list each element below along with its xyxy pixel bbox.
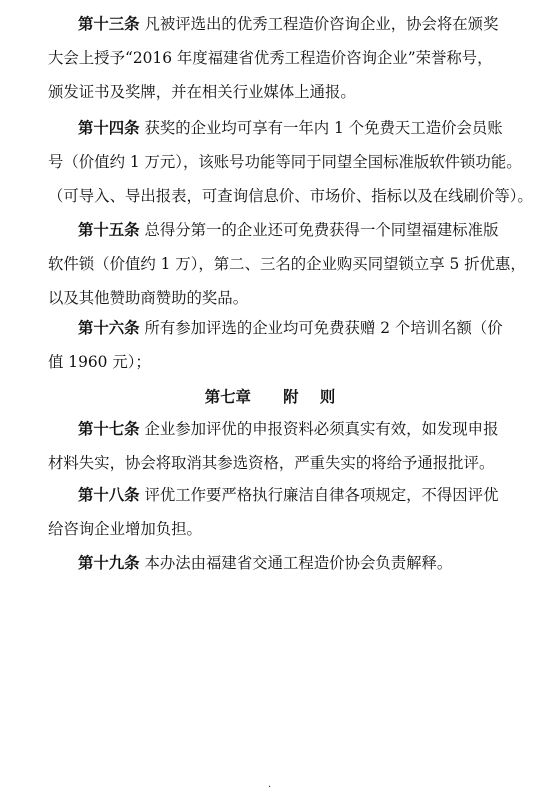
chapter-number: 第七章 xyxy=(204,388,251,406)
article-15-line-2: 软件锁（价值约 1 万），第二、三名的企业购买同望锁立享 5 折优惠， xyxy=(48,255,526,273)
article-14 xyxy=(48,111,533,213)
article-14-line-3: （可导入、导出报表，可查询信息价、市场价、指标以及在线刷价等）。 xyxy=(48,187,533,205)
article-13-number: 第十三条 xyxy=(78,15,140,33)
page-marker-dot: · xyxy=(268,782,272,793)
article-19 xyxy=(48,546,496,580)
article-17-line-2: 材料失实，协会将取消其参选资格，严重失实的将给予通报批评。 xyxy=(48,454,495,472)
article-14-line-2: 号（价值约 1 万元），该账号功能等同于同望全国标准版软件锁功能。 xyxy=(48,153,522,171)
chapter-heading xyxy=(0,385,540,407)
article-18-line-2: 给咨询企业增加负担。 xyxy=(48,520,202,538)
article-18-number: 第十八条 xyxy=(78,486,140,504)
article-15-number: 第十五条 xyxy=(78,221,140,239)
article-13-line-1: 第十三条 凡被评选出的优秀工程造价咨询企业，协会将在颁奖 xyxy=(78,15,499,33)
article-19-number: 第十九条 xyxy=(78,554,140,572)
article-13-line-3: 颁发证书及奖牌，并在相关行业媒体上通报。 xyxy=(48,83,356,101)
article-17-number: 第十七条 xyxy=(78,420,140,438)
article-16-number: 第十六条 xyxy=(78,319,140,337)
article-14-line-1: 第十四条 获奖的企业均可享有一年内 1 个免费天工造价会员账 xyxy=(78,119,503,137)
article-17-line-1: 第十七条 企业参加评优的申报资料必须真实有效，如发现申报 xyxy=(78,420,499,438)
article-15 xyxy=(48,213,526,315)
article-17 xyxy=(48,412,499,480)
article-19-line-1: 第十九条 本办法由福建省交通工程造价协会负责解释。 xyxy=(78,554,453,572)
article-18-line-1: 第十八条 评优工作要严格执行廉洁自律各项规定，不得因评优 xyxy=(78,486,499,504)
article-15-line-1: 第十五条 总得分第一的企业还可免费获得一个同望福建标准版 xyxy=(78,221,499,239)
article-16-line-2: 值 1960 元）； xyxy=(48,353,151,371)
article-16-line-1: 第十六条 所有参加评选的企业均可免费获赠 2 个培训名额（价 xyxy=(78,319,503,337)
article-14-number: 第十四条 xyxy=(78,119,140,137)
article-18 xyxy=(48,478,499,546)
article-16 xyxy=(48,311,503,379)
chapter-title: 附 则 xyxy=(283,388,336,406)
article-15-line-3: 以及其他赞助商赞助的奖品。 xyxy=(48,289,249,307)
article-13 xyxy=(48,7,499,109)
article-13-line-2: 大会上授予“2016 年度福建省优秀工程造价咨询企业”荣誉称号， xyxy=(48,49,493,67)
